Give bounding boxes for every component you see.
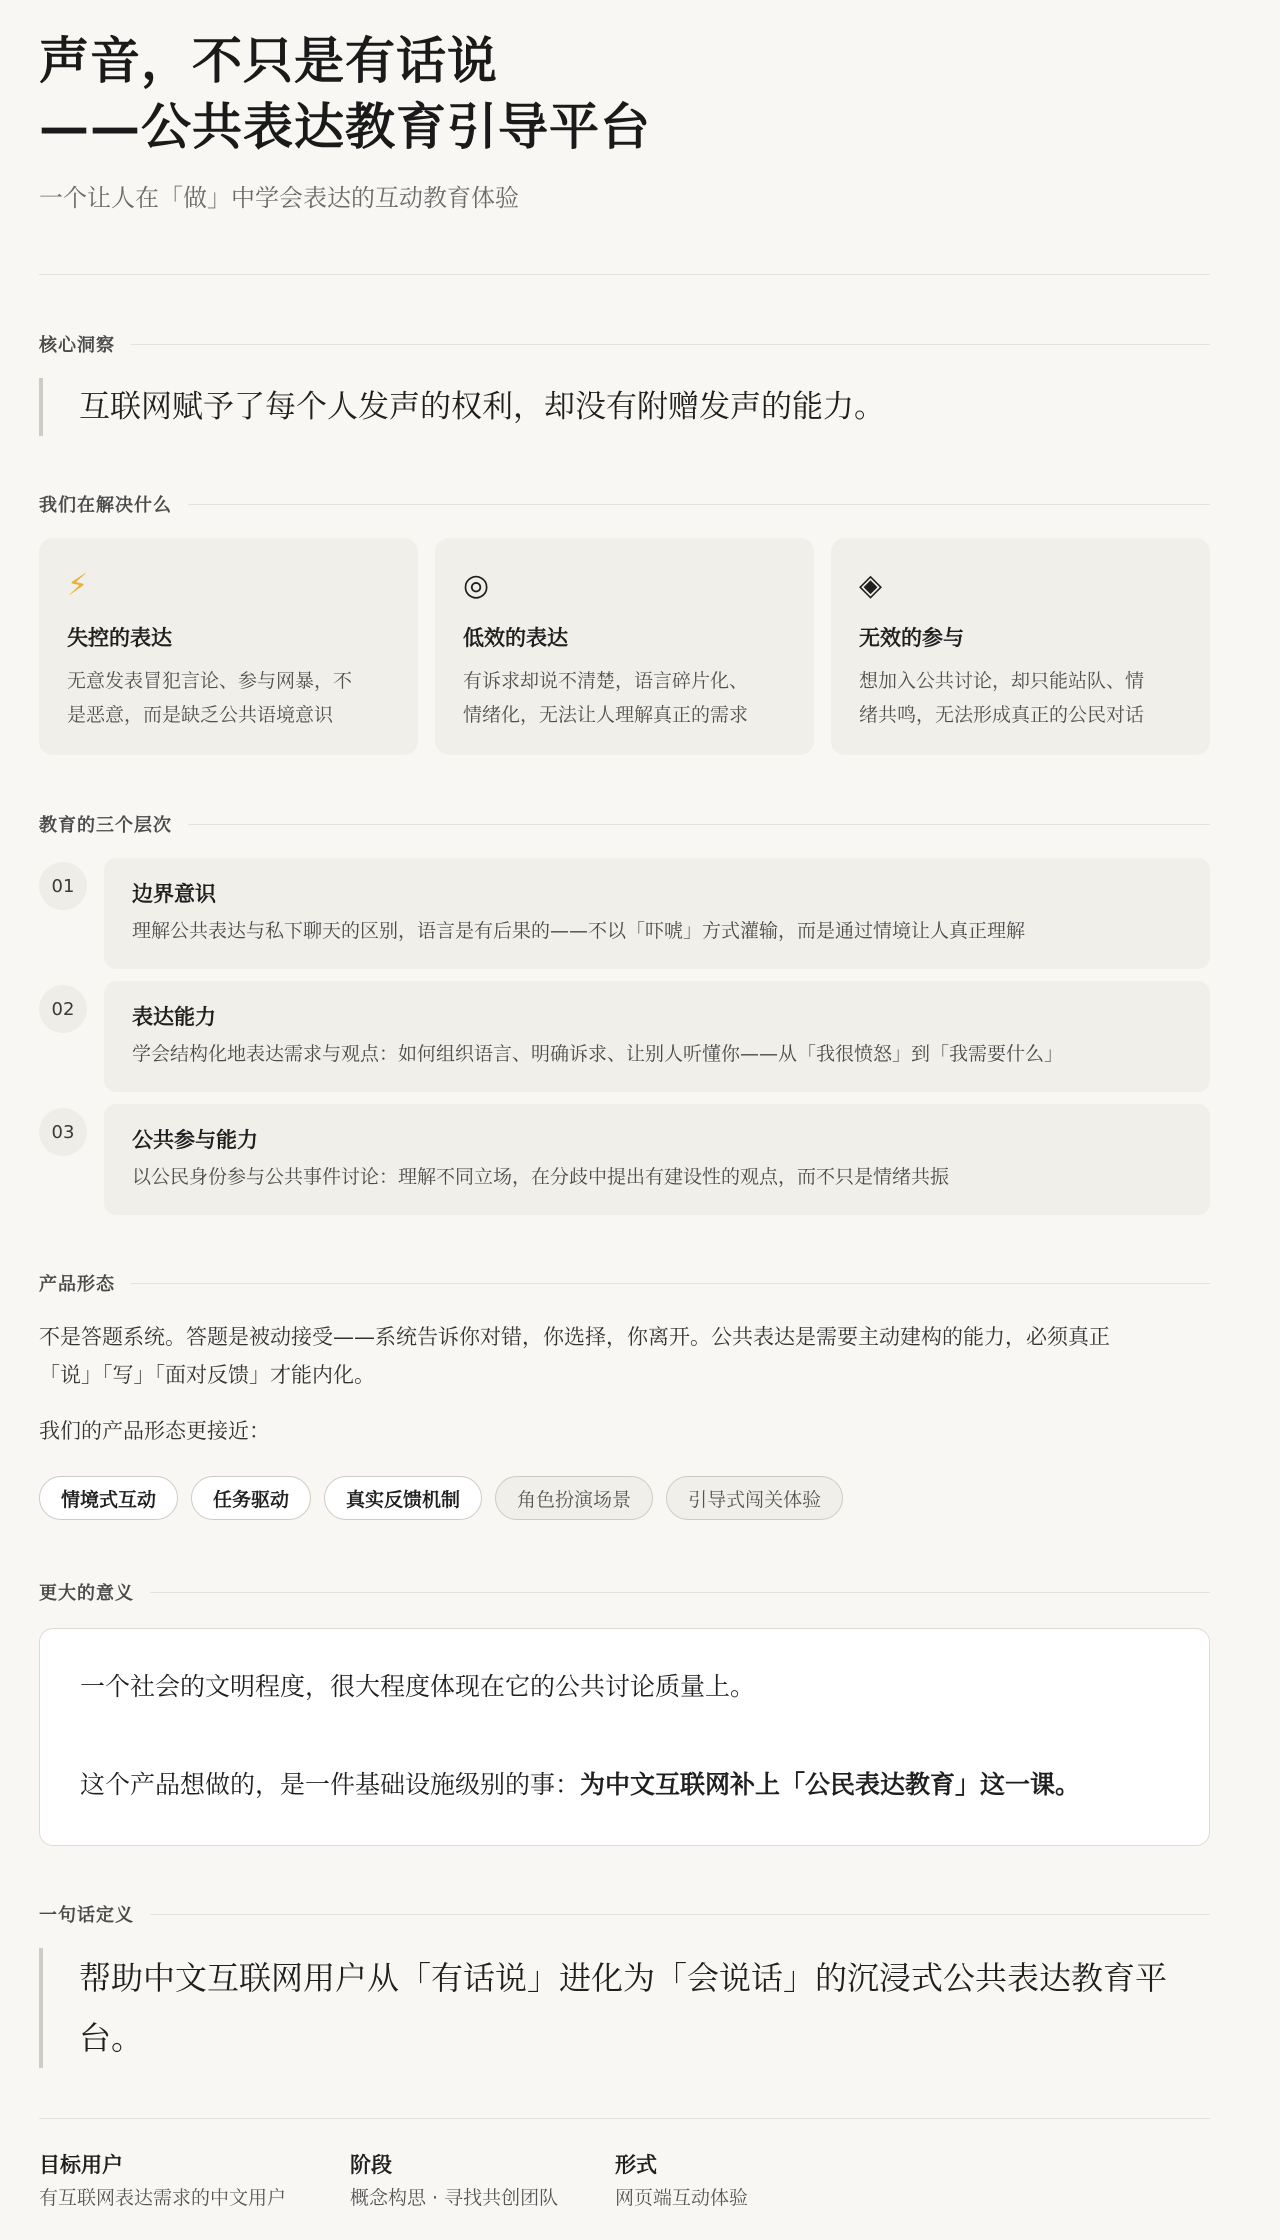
- problem-card: [435, 538, 814, 755]
- problem-card-desc: 无意发表冒犯言论、参与网暴，不 是恶意，而是缺乏公共语境意识: [67, 670, 353, 726]
- problem-card-title: 失控的表达: [67, 626, 172, 650]
- level-number-badge: 03: [39, 1108, 87, 1156]
- title-line-1: 声音，不只是有话说: [39, 31, 498, 90]
- section-rule: [131, 1283, 1210, 1284]
- section-levels-heading: 教育的三个层次: [39, 812, 1210, 836]
- meaning-line-2: 这个产品想做的，是一件基础设施级别的事：为中文互联网补上「公民表达教育」这一课。: [80, 1770, 1081, 1799]
- list-item: [39, 858, 1210, 969]
- product-paragraph: 不是答题系统。答题是被动接受——系统告诉你对错，你选择，你离开。公共表达是需要主动建构的能力，必须真正 「说」「写」「面对反馈」才能内化。: [39, 1325, 1110, 1387]
- product-closer: 我们的产品形态更接近：: [39, 1419, 270, 1443]
- section-definition-heading: 一句话定义: [39, 1902, 1210, 1926]
- definition-text: 帮助中文互联网用户从「有话说」进化为「会说话」的沉浸式公共表达教育平 台。: [79, 1959, 1168, 2057]
- page-subtitle: 一个让人在「做」中学会表达的互动教育体验: [39, 184, 519, 212]
- meta-item-format: [615, 2151, 748, 2213]
- insight-quote-text: 互联网赋予了每个人发声的权利，却没有附赠发声的能力。: [79, 389, 885, 425]
- meaning-card: [39, 1628, 1210, 1846]
- level-desc: 学会结构化地表达需求与观点：如何组织语言、明确诉求、让别人听懂你——从「我很愤怒」到「我需要什么」: [132, 1043, 1064, 1065]
- diamond-icon: ◈: [859, 568, 883, 603]
- level-box: [104, 858, 1210, 969]
- divider: [39, 274, 1210, 275]
- section-insight-heading: 核心洞察: [39, 332, 1210, 356]
- tag-chip: 任务驱动: [191, 1476, 311, 1520]
- insight-quote: [39, 378, 1209, 436]
- tag-chip: 情境式互动: [39, 1476, 178, 1520]
- problem-card: [831, 538, 1210, 755]
- section-meaning-heading: 更大的意义: [39, 1580, 1210, 1604]
- section-rule: [150, 1592, 1210, 1593]
- meta-value: 有互联网表达需求的中文用户: [39, 2187, 287, 2209]
- level-box: [104, 1104, 1210, 1215]
- title-line-2: ——公共表达教育引导平台: [39, 97, 651, 156]
- problem-card-title: 低效的表达: [463, 626, 568, 650]
- section-rule: [188, 504, 1210, 505]
- meta-label: 形式: [615, 2153, 657, 2177]
- lightning-icon: ⚡: [67, 568, 89, 603]
- meta-item-stage: [350, 2151, 572, 2213]
- meta-item-target-users: [39, 2151, 307, 2213]
- page-title: [39, 28, 651, 160]
- level-box: [104, 981, 1210, 1092]
- levels-list: [39, 858, 1210, 1227]
- section-rule: [131, 344, 1210, 345]
- problem-card-title: 无效的参与: [859, 626, 964, 650]
- tag-chip: 引导式闯关体验: [666, 1476, 843, 1520]
- problem-card-desc: 有诉求却说不清楚，语言碎片化、 情绪化，无法让人理解真正的需求: [463, 670, 749, 726]
- level-number-badge: 02: [39, 985, 87, 1033]
- list-item: [39, 981, 1210, 1092]
- level-number-badge: 01: [39, 862, 87, 910]
- section-problems-heading: 我们在解决什么: [39, 492, 1210, 516]
- divider: [39, 2118, 1210, 2119]
- section-product-heading: 产品形态: [39, 1271, 1210, 1295]
- definition-quote: [39, 1948, 1209, 2068]
- meta-label: 目标用户: [39, 2153, 123, 2177]
- problem-card-desc: 想加入公共讨论，却只能站队、情 绪共鸣，无法形成真正的公民对话: [859, 670, 1145, 726]
- level-title: 表达能力: [132, 1005, 216, 1029]
- problem-cards: [39, 538, 1210, 755]
- level-title: 边界意识: [132, 882, 216, 906]
- level-desc: 以公民身份参与公共事件讨论：理解不同立场，在分歧中提出有建设性的观点，而不只是情绪共振: [132, 1166, 950, 1188]
- section-rule: [188, 824, 1210, 825]
- footer-meta: [39, 2151, 791, 2213]
- section-rule: [150, 1914, 1210, 1915]
- list-item: [39, 1104, 1210, 1215]
- tag-chip: 角色扮演场景: [495, 1476, 653, 1520]
- tag-chip: 真实反馈机制: [324, 1476, 482, 1520]
- meta-value: 概念构思 · 寻找共创团队: [350, 2187, 559, 2209]
- problem-card: [39, 538, 418, 755]
- meta-value: 网页端互动体验: [615, 2187, 749, 2209]
- level-title: 公共参与能力: [132, 1128, 258, 1152]
- level-desc: 理解公共表达与私下聊天的区别，语言是有后果的——不以「吓唬」方式灌输，而是通过情境让人真正理解: [132, 920, 1026, 942]
- target-icon: ◎: [463, 568, 490, 603]
- product-tags: [39, 1476, 843, 1520]
- meta-label: 阶段: [350, 2153, 392, 2177]
- meaning-line-1: 一个社会的文明程度，很大程度体现在它的公共讨论质量上。: [80, 1672, 756, 1701]
